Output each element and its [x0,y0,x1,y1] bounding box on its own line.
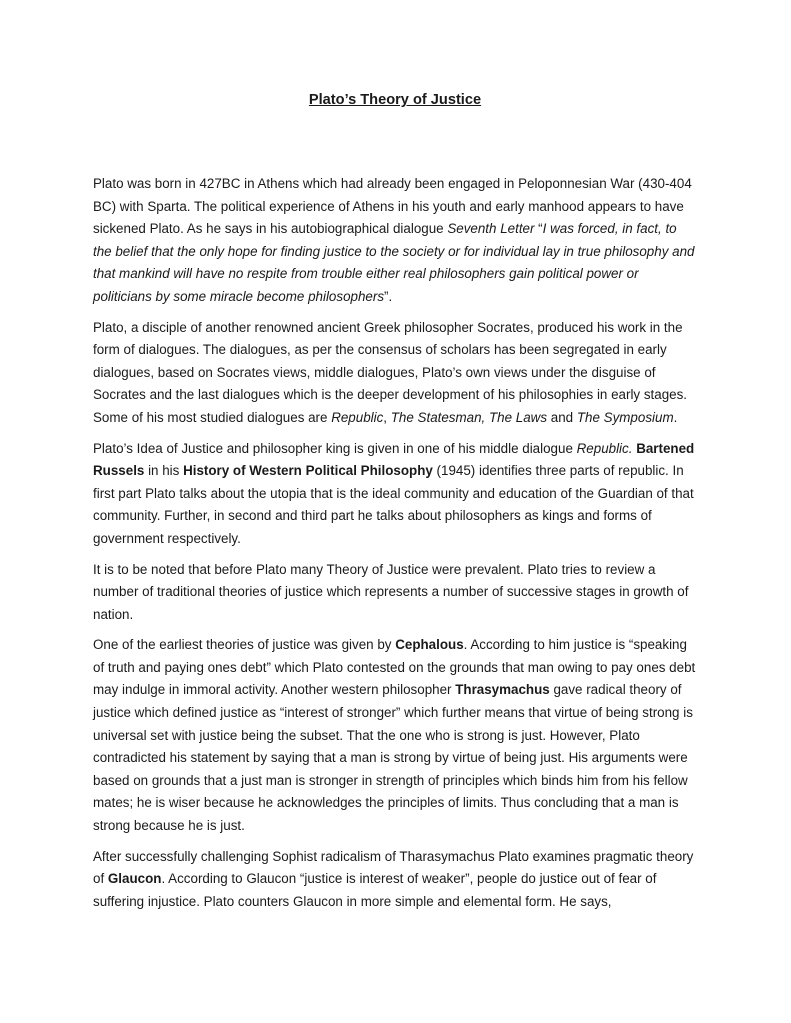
text-run: Plato, a disciple of another renowned ancient Greek philosopher Socrates, produced his work in the form of dialogues. The dialogues, as per the consensus of scholars has been segregated in early dialogues, based on Socrates views, middle dialogues, Plato’s own views under the disguise of Socrates and the last dialogues which is the deeper development of his philosophies in early stages. Some of his most studied dialogues are [93,319,688,425]
italic-run: Republic. [576,440,633,456]
paragraph-plato-birth [93,173,697,309]
text-run: gave radical theory of justice which defined justice as “interest of stronger” which further means that virtue of being strong is universal set with justice being the subset. That the one who is strong is just. However, Plato contradicted his statement by saying that a man is strong by virtue of being just. His arguments were based on grounds that a just man is stronger in strength of principles which binds him from his fellow mates; he is wiser because he acknowledges the principles of limits. Thus concluding that a man is strong because he is just. [93,682,693,834]
text-run: One of the earliest theories of justice was given by [93,637,396,653]
text-run: and [547,409,577,425]
text-run: It is to be noted that before Plato many Theory of Justice were prevalent. Plato tries to review a number of traditional theories of justice which represents a number of successive stages in growth of nation. [93,561,689,622]
text-run: (1945) identifies three parts of republic. In first part Plato talks about the utopia that is the ideal community and education of the Guardian of that community. Further, in second and third part he talks about philosophers as kings and forms of government respectively. [93,463,694,546]
italic-run: Seventh Letter [447,221,535,237]
text-run: in his [144,463,184,479]
text-run: Plato’s Idea of Justice and philosopher king is given in one of his middle dialogue [93,440,577,456]
text-run: , [383,409,391,425]
bold-run: Bartened Russels [93,440,695,479]
paragraph-republic [93,438,697,551]
paragraph-earliest-theories [93,634,697,837]
paragraph-dialogues [93,317,697,430]
document-title: Plato’s Theory of Justice [308,92,482,108]
text-run: . According to Glaucon “justice is interest of weaker”, people do justice out of fear of suffering injustice. Plato counters Glaucon in more simple and elemental form. He says, [93,871,657,909]
bold-run: Glaucon [107,871,162,887]
text-run: ”. [384,288,393,304]
text-run: “ [534,221,543,237]
text-run: . [673,409,678,425]
italic-run: The Statesman, The Laws [390,409,548,425]
text-run: Plato was born in 427BC in Athens which had already been engaged in Peloponnesian War (430-404 BC) with Sparta. The political experience of Athens in his youth and early manhood appears to have sickened Plato. As he says in his autobiographical dialogue [93,176,692,237]
text-run: . According to him justice is “speaking of truth and paying ones debt” which Plato contested on the grounds that man owing to pay ones debt may indulge in immoral activity. Another western philosopher [93,637,696,698]
bold-run: Cephalous [395,637,464,653]
bold-run: History of Western Political Philosophy [183,463,433,479]
italic-quote: I was forced, in fact, to the belief that the only hope for finding justice to the society or for individual lay in true philosophy and that mankind will have no respite from trouble either real philosophers gain political power or politicians by some miracle become philosophers [93,221,695,304]
paragraph-traditional-theories [93,559,697,627]
bold-run: Thrasymachus [455,682,550,698]
text-run: After successfully challenging Sophist radicalism of Tharasymachus Plato examines pragmatic theory of [93,848,694,887]
paragraph-glaucon [93,846,697,914]
italic-run: The Symposium [576,409,674,425]
italic-run: Republic [331,409,384,425]
